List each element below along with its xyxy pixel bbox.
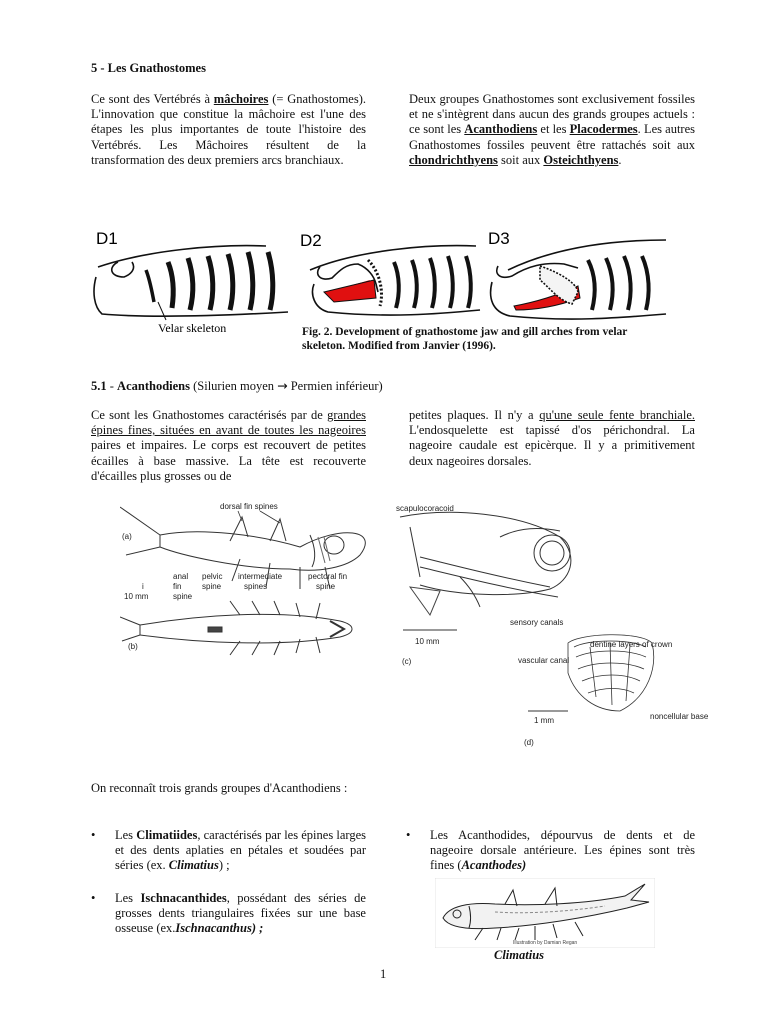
- pectoral-fin-spine-label-1: pectoral fin: [308, 572, 348, 581]
- text-run: Ischnacanthides: [140, 891, 227, 905]
- subsection-name: Acanthodiens: [117, 379, 190, 393]
- jaw-figure-caption: Fig. 2. Development of gnathostome jaw and gill arches from velar skeleton. Modified from Janvier (1996).: [302, 326, 628, 352]
- intro-right-paragraph: [409, 92, 695, 168]
- label-d2: D2: [300, 231, 322, 250]
- d2-drawing: [310, 246, 480, 315]
- text-run: (= Gnathostomes). L'innovation que constitue la mâchoire est l'une des étapes les plus importantes de toute l'histoire des Vertébrés. Les Mâchoires résultent de la transformation des deux premiers arcs branchiaux.: [91, 92, 366, 167]
- illustration-credit: Illustration by Damian Regan: [513, 940, 578, 946]
- text-run: Acanthodes): [461, 858, 527, 873]
- panel-c-label: (c): [402, 657, 412, 666]
- text-run: paires et impaires. Le corps est recouvert de petites écailles à base massive. La tête est recouverte d'écailles plus grosses ou de: [91, 438, 366, 483]
- bullet-icon: •: [406, 828, 411, 842]
- scale-c-label: 10 mm: [415, 637, 440, 646]
- acanth-desc-left: [91, 408, 366, 484]
- text-run: ) ;: [218, 858, 230, 873]
- text-run: chondrichthyens: [409, 152, 498, 167]
- text-run: soit aux: [497, 152, 544, 167]
- text-run: Les: [115, 891, 141, 905]
- acanth-desc-right: [409, 408, 695, 469]
- anal-fin-spine-label-2: fin: [173, 582, 182, 591]
- text-run: , possédant des séries de grosses dents triangulaires fixées sur une base osseuse (ex.: [115, 891, 366, 936]
- anal-fin-spine-label-1: anal: [173, 572, 189, 581]
- text-run: Ce sont les Gnathostomes caractérisés par de: [91, 408, 328, 422]
- label-d3: D3: [488, 229, 510, 248]
- subsection-range-end: Permien inférieur): [290, 379, 383, 393]
- pectoral-fin-spine-label-2: spine: [316, 582, 336, 591]
- panel-b-label: (b): [128, 642, 138, 651]
- text-run: et les: [537, 122, 570, 137]
- climatius-caption: Climatius: [494, 948, 545, 962]
- scale-d-label: 1 mm: [534, 716, 554, 725]
- text-run: . Les autres Gnathostomes fossiles peuvent être rattachés soit aux: [409, 122, 695, 152]
- group-item-text: [115, 828, 366, 874]
- text-run: petites plaques. Il n'y a: [409, 408, 540, 422]
- dorsal-fin-spines-label: dorsal fin spines: [220, 502, 278, 511]
- text-run: Ce sont des Vertébrés à: [91, 92, 214, 106]
- anal-fin-spine-label-3: spine: [173, 592, 193, 601]
- intermediate-spines-label-2: spines: [244, 582, 268, 591]
- text-run: Deux groupes Gnathostomes sont exclusivement fossiles et ne s'intègrent dans aucun des grands groupes actuels : ce sont les: [409, 92, 695, 137]
- panel-a-label: (a): [122, 532, 132, 541]
- section-title: 5 - Les Gnathostomes: [91, 61, 206, 75]
- vascular-canal-label: vascular canal: [518, 656, 570, 665]
- group-item-ischnacanthides: [91, 891, 366, 937]
- intermediate-spines-label-1: intermediate: [238, 572, 283, 581]
- group-item-acanthodides: [406, 828, 695, 874]
- text-run: , caractérisés par les épines larges et des dents aplaties en pétales et soudées par séries (ex.: [115, 828, 366, 873]
- text-run: qu'une seule fente branchiale.: [539, 408, 695, 422]
- group-item-text: [115, 891, 366, 937]
- page-number: 1: [380, 967, 387, 981]
- arrow-icon: →: [277, 378, 288, 393]
- text-run: .: [618, 152, 622, 167]
- subsection-heading: 5.1 - Acanthodiens (Silurien moyen → Permien inférieur): [91, 378, 383, 393]
- subsection-number: 5.1: [91, 379, 107, 393]
- noncellular-base-label: noncellular base: [650, 712, 709, 721]
- text-run: Acanthodiens: [464, 122, 538, 137]
- dentine-layers-label: dentine layers of crown: [590, 640, 673, 649]
- panel-d-label: (d): [524, 738, 534, 747]
- scale-a-label: 10 mm: [124, 592, 149, 601]
- d1-drawing: [94, 246, 288, 320]
- text-run: Les: [115, 828, 137, 842]
- scapulocoracoid-label: scapulocoracoid: [396, 504, 454, 513]
- text-run: Climatius: [168, 858, 219, 873]
- text-run: Ischnacanthus) ;: [175, 921, 264, 936]
- pelvic-spine-label-2: spine: [202, 582, 222, 591]
- text-run: Les Acanthodides, dépourvus de dents et de nageoire dorsale antérieure. Les épines sont très fines (: [430, 828, 695, 873]
- text-run: grandes épines fines, situées en avant de toutes les nageoires: [91, 408, 366, 438]
- d3-drawing: [491, 240, 666, 319]
- bullet-icon: •: [91, 828, 96, 842]
- subsection-range-start: (Silurien moyen: [193, 379, 274, 393]
- panel-b-ventral-fish: [120, 601, 352, 655]
- group-item-text: [430, 828, 695, 874]
- bullet-icon: •: [91, 891, 96, 905]
- scale-a-tick: i: [142, 582, 144, 591]
- panel-c-head-detail: [400, 512, 571, 615]
- climatius-illustration: [435, 878, 655, 948]
- sensory-canals-label: sensory canals: [510, 618, 564, 627]
- text-run: L'endosquelette est tapissé d'os périchondral. La nageoire caudale est epicèrque. Il y a primitivement deux nageoires dorsales.: [409, 423, 695, 468]
- group-item-climatiides: [91, 828, 366, 874]
- text-run: Placodermes: [569, 122, 638, 137]
- pelvic-spine-label-1: pelvic: [202, 572, 223, 581]
- text-run: Osteichthyens: [543, 152, 619, 167]
- text-run: mâchoires: [213, 92, 269, 106]
- velar-skeleton-label: Velar skeleton: [158, 321, 227, 335]
- label-d1: D1: [96, 229, 118, 248]
- groups-intro: On reconnaît trois grands groupes d'Acanthodiens :: [91, 781, 348, 795]
- intro-left-paragraph: [91, 92, 366, 168]
- acanthodian-anatomy-figure: [120, 497, 730, 757]
- text-run: Climatiides: [136, 828, 198, 842]
